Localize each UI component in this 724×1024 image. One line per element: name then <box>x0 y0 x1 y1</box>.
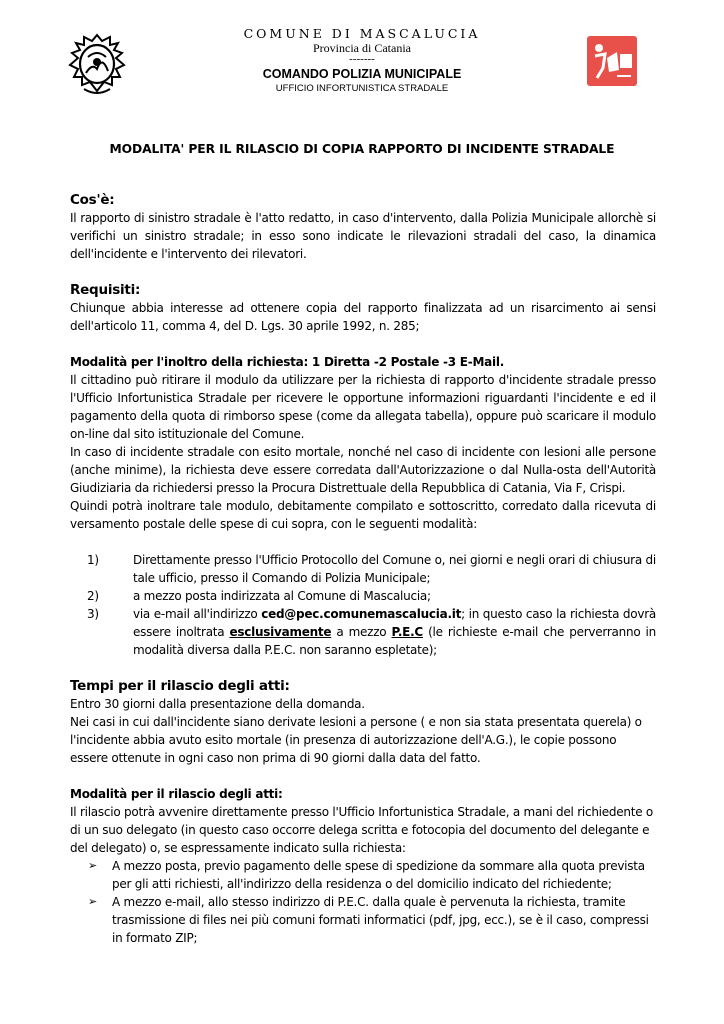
paragraph-requisiti: Chiunque abbia interesse ad ottenere copia del rapporto finalizzata ad un risarcimento ai sensi dell'articolo 11, comma 4, del D. Lgs. 30 aprile 1992, n. 285; <box>70 301 656 333</box>
section-heading-tempi: Tempi per il rilascio degli atti: <box>70 678 290 694</box>
list-text: Direttamente presso l'Ufficio Protocollo del Comune o, nei giorni e negli orari di chiusura di tale ufficio, presso il Comando di Polizia Municipale; <box>133 553 656 585</box>
list-text-part: ; in questo caso la richiesta dovrà essere inoltrata <box>133 607 657 639</box>
header-comando: COMANDO POLIZIA MUNICIPALE <box>262 67 462 81</box>
section-heading-rilascio: Modalità per il rilascio degli atti: <box>70 787 283 801</box>
document-body <box>70 191 656 947</box>
paragraph-inoltro-1: Il cittadino può ritirare il modulo da utilizzare per la richiesta di rapporto d'incidente stradale presso l'Ufficio Infortunistica Stradale per ricevere le opportune informazioni riguardanti l'incidente e ed il pagamento della quota di rimborso spese (come da allegata tabella), oppure può scaricare il modulo on-line dal sito istituzionale del Comune. <box>70 373 656 441</box>
emphasis-pec: P.E.C <box>391 625 423 639</box>
paragraph-tempi-1: Entro 30 giorni dalla presentazione della domanda. <box>70 697 365 711</box>
header-comune: COMUNE DI MASCALUCIA <box>243 26 481 41</box>
paragraph-tempi-2: Nei casi in cui dall'incidente siano derivate lesioni a persone ( e non sia stata presentata querela) o l'incidente abbia avuto esito mortale (in presenza di autorizzazione dell'A.G.), le copie possono essere ottenute in ogni caso non prima di 90 giorni dalla data del fatto. <box>70 715 642 765</box>
section-heading-inoltro: Modalità per l'inoltro della richiesta: 1 Diretta -2 Postale -3 E-Mail. <box>70 355 505 369</box>
list-item <box>70 551 656 587</box>
list-text-part: via e-mail all'indirizzo <box>133 607 262 621</box>
paragraph-cose: Il rapporto di sinistro stradale è l'atto redatto, in caso d'intervento, dalla Polizia Municipale allorchè si verifichi un sinistro stradale; in esso sono indicate le rilevazioni stradali del caso, la dinamica dell'incidente e l'intervento dei rilevatori. <box>70 211 656 261</box>
list-number: 2) <box>87 589 99 603</box>
list-text-part: (le richieste e-mail che perverranno in modalità diversa dalla P.E.C. non saranno espletate); <box>133 625 656 657</box>
paragraph-inoltro-2: In caso di incidente stradale con esito mortale, nonché nel caso di incidente con lesioni alle persone (anche minime), la richiesta deve essere corredata dall'Autorizzazione o dal Nulla-osta dell'Autorità Giudiziaria da richiedersi presso la Procura Distrettuale della Repubblica di Catania, Via F, Crispi. <box>70 445 656 495</box>
header-ufficio: UFFICIO INFORTUNISTICA STRADALE <box>275 83 449 94</box>
header-provincia: Provincia di Catania <box>313 41 411 55</box>
paragraph-rilascio: Il rilascio potrà avvenire direttamente presso l'Ufficio Infortunistica Stradale, a mani del richiedente o di un suo delegato (in questo caso occorre delega scritta e fotocopia del documento del delegante e del delegato) o, se espressamente indicato sulla richiesta: <box>70 805 653 855</box>
bullet-arrow-icon: ➢ <box>88 895 97 908</box>
page-title: MODALITA' PER IL RILASCIO DI COPIA RAPPORTO DI INCIDENTE STRADALE <box>109 142 615 156</box>
list-text <box>133 605 656 659</box>
list-text: a mezzo posta indirizzata al Comune di Mascalucia; <box>133 589 431 603</box>
paragraph-inoltro-3: Quindi potrà inoltrare tale modulo, debitamente compilato e sottoscritto, corredato dalla ricevuta di versamento postale delle spese di cui sopra, con le seguenti modalità: <box>70 499 656 531</box>
list-item <box>70 605 656 659</box>
list-text: A mezzo e-mail, allo stesso indirizzo di P.E.C. dalla quale è pervenuta la richiesta, tramite trasmissione di files nei più comuni formati informatici (pdf, jpg, ecc.), se è il caso, compressi in formato ZIP; <box>112 895 649 945</box>
list-text: A mezzo posta, previo pagamento delle spese di spedizione da sommare alla quota prevista per gli atti richiesti, all'indirizzo della residenza o del domicilio indicato del richiedente; <box>112 859 645 891</box>
list-item <box>70 893 656 947</box>
list-number: 1) <box>87 553 99 567</box>
emphasis-esclusivamente: esclusivamente <box>229 625 332 639</box>
bullet-arrow-icon: ➢ <box>88 859 97 872</box>
list-item <box>70 857 656 893</box>
section-heading-cose: Cos'è: <box>70 192 115 208</box>
list-text-part: a mezzo <box>331 625 392 639</box>
pec-email-link[interactable]: ced@pec.comunemascalucia.it <box>261 607 462 621</box>
header-divider: ------- <box>349 53 375 65</box>
list-item <box>70 587 656 605</box>
section-heading-requisiti: Requisiti: <box>70 282 141 298</box>
red-logo-icon <box>587 36 637 86</box>
municipal-crest-icon <box>66 33 128 97</box>
list-number: 3) <box>87 607 99 621</box>
